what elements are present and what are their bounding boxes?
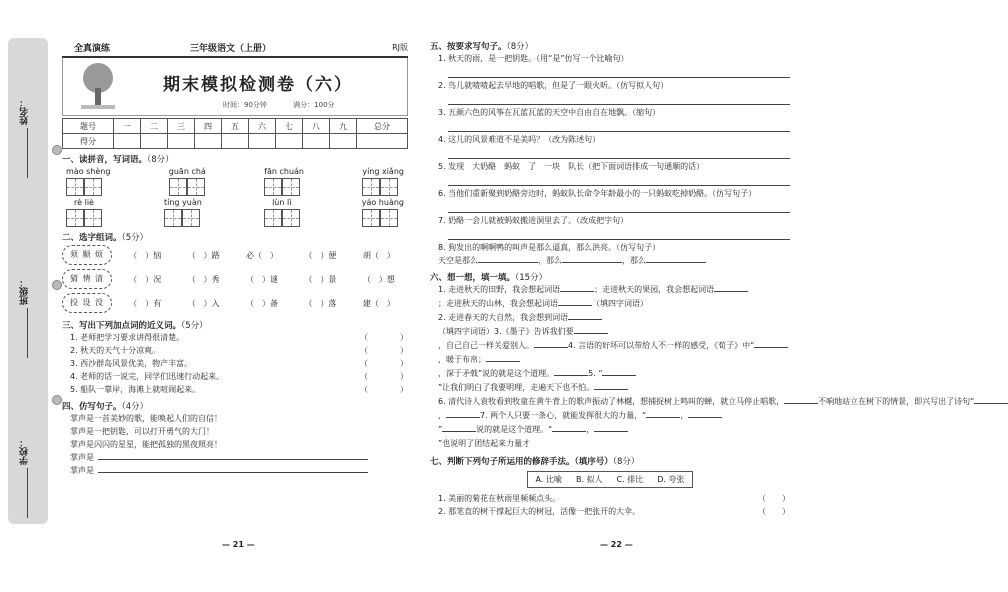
writing-box[interactable]: [164, 209, 182, 227]
synonym-item: [70, 344, 408, 357]
tree-icon: [77, 62, 119, 110]
pinyin-item: [66, 198, 102, 227]
imitation-text: 掌声是闪闪的星星，能把孤独的黑夜照亮！: [70, 440, 222, 449]
answer-blank[interactable]: （ ）: [360, 333, 408, 342]
writing-box[interactable]: [66, 178, 84, 196]
fill-blank-text: 2. 走进春天的大自然，我会想到词语: [438, 313, 569, 322]
exam-title: 期末模拟检测卷（六）: [163, 75, 353, 95]
fill-blank-line: [438, 297, 790, 311]
word-blank[interactable]: （ ）想: [362, 274, 395, 284]
word-blank[interactable]: （ ）路: [187, 250, 220, 260]
rewrite-prompt: 天空是那么: [438, 256, 478, 265]
section-7-title: 七、判断下列句子所运用的修辞手法。（填序号）（8分）: [430, 457, 640, 467]
answer-line[interactable]: [688, 417, 722, 418]
score-cell[interactable]: [330, 134, 357, 149]
word-blank[interactable]: （ ）谜: [246, 274, 279, 284]
char-group: 猜 情 清: [62, 269, 112, 289]
answer-blank[interactable]: （ ）: [360, 372, 408, 381]
word-blank[interactable]: 建（ ）: [362, 298, 395, 308]
writing-box[interactable]: [362, 209, 380, 227]
imitation-line: [70, 425, 408, 438]
char-group: 须 顺 烦: [62, 245, 112, 265]
answer-line[interactable]: [552, 431, 586, 432]
rhetoric-sentence: 1. 美丽的菊花在秋雨里频频点头。: [438, 494, 561, 503]
answer-line[interactable]: [568, 319, 602, 320]
answer-line[interactable]: [554, 375, 588, 376]
answer-line[interactable]: [98, 459, 368, 460]
score-cell[interactable]: [249, 134, 276, 149]
word-blank[interactable]: （ ）落: [304, 298, 337, 308]
fill-blank-text: 1. 走进秋天的田野，我会想起词语: [438, 285, 561, 294]
score-cell[interactable]: [168, 134, 195, 149]
imitation-text: 掌声是一把钥匙，可以打开勇气的大门！: [70, 427, 214, 436]
imitation-text: 掌声是: [70, 453, 94, 462]
writing-box[interactable]: [380, 209, 398, 227]
fill-blank-line: [438, 409, 790, 423]
rewrite-fill-line: [438, 254, 790, 267]
fill-blank-line: [438, 311, 790, 325]
score-cell[interactable]: [195, 134, 222, 149]
rhetoric-item: [438, 492, 790, 505]
pinyin-item: [362, 198, 404, 227]
section-5-title: 五、按要求写句子。（8分）: [430, 42, 534, 52]
answer-blank[interactable]: （ ）: [758, 507, 790, 516]
fill-blank-text: ，自己自己一样关爱别人。: [438, 341, 534, 350]
rewrite-item: 5. 发现 大奶酪 蚂蚁 了 一块 队长（把下面词语排成一句通顺的话）: [438, 162, 705, 171]
answer-blank[interactable]: （ ）: [360, 346, 408, 355]
score-cell[interactable]: [114, 134, 141, 149]
word-blank[interactable]: （ ）况: [129, 274, 162, 284]
pinyin-item: [164, 198, 202, 227]
answer-line[interactable]: [646, 262, 706, 263]
pinyin-text: lùn lì: [272, 198, 292, 207]
writing-box[interactable]: [182, 209, 200, 227]
writing-box[interactable]: [380, 178, 398, 196]
title-banner: [62, 58, 408, 116]
writing-box[interactable]: [264, 209, 282, 227]
pinyin-text: fān chuán: [264, 167, 304, 176]
section-6-title: 六、想一想，填一填。（15分）: [430, 273, 548, 283]
score-header-cell: 一: [114, 119, 141, 134]
answer-line[interactable]: [448, 120, 790, 132]
class-line[interactable]: [27, 308, 28, 358]
fill-blank-text: ”让我们明白了我要明理，走遍天下也不怕。: [438, 383, 595, 392]
answer-blank[interactable]: （ ）: [360, 385, 408, 394]
word-blank[interactable]: （ ）备: [246, 298, 279, 308]
pinyin-text: guān chá: [168, 167, 206, 176]
section-4-title: 四、仿写句子。（4分）: [62, 402, 149, 412]
score-cell[interactable]: [303, 134, 330, 149]
fill-blank-line: [438, 367, 790, 381]
score-header-cell: 九: [330, 119, 357, 134]
pinyin-item: [66, 167, 110, 196]
pinyin-text: yáo huàng: [361, 198, 404, 207]
fill-blank-text: ，暖于布帛；: [438, 355, 486, 364]
answer-blank[interactable]: （ ）: [360, 359, 408, 368]
name-label: 姓名：: [20, 98, 30, 125]
answer-line[interactable]: [448, 147, 790, 159]
pinyin-text: tíng yuàn: [163, 198, 202, 207]
score-header-cell: 八: [303, 119, 330, 134]
fill-blank-text: 说的就是这个道理。“: [476, 425, 553, 434]
fill-blank-text: 5. “: [588, 369, 603, 378]
school-line[interactable]: [27, 468, 28, 518]
imitation-text: 掌声是一首美妙的歌，能唤起人们的自信！: [70, 414, 222, 423]
imitation-line[interactable]: [70, 451, 408, 464]
binding-hole: [52, 280, 62, 290]
section-1-title: 一、读拼音，写词语。（8分）: [62, 155, 174, 165]
word-blank[interactable]: （ ）入: [187, 298, 220, 308]
pinyin-text: rè liè: [74, 198, 94, 207]
answer-blank[interactable]: （ ）: [758, 494, 790, 503]
writing-box[interactable]: [282, 209, 300, 227]
section-2-title: 二、选字组词。（5分）: [62, 233, 149, 243]
score-header-cell: 四: [195, 119, 222, 134]
answer-line[interactable]: [448, 201, 790, 213]
right-page: [430, 38, 975, 548]
fill-blank-text: 不响地站立在树下的情景，即兴写出了诗句“: [818, 397, 975, 406]
answer-line[interactable]: [562, 262, 622, 263]
score-header-cell: 七: [276, 119, 303, 134]
rewrite-item: 8. 狗发出的啊啊鸭的叫声是那么逼真，那么洪亮。（仿写句子）: [438, 243, 661, 252]
binding-hole: [52, 145, 62, 155]
answer-line[interactable]: [574, 333, 608, 334]
synonym-sentence: 4. 老师的话一说完，同学们迅速行动起来。: [70, 372, 225, 381]
answer-line[interactable]: [534, 347, 568, 348]
score-table: [62, 118, 408, 149]
word-blank[interactable]: 必（ ）: [246, 250, 279, 260]
score-cell[interactable]: [222, 134, 249, 149]
char-group: 投 设 没: [62, 293, 112, 313]
rewrite-prompt: ，那么: [622, 256, 646, 265]
answer-line[interactable]: [594, 431, 628, 432]
fill-blank-text: （填四字词语）: [592, 299, 648, 308]
synonym-sentence: 3. 西沙群岛风景优美，物产丰富。: [70, 359, 193, 368]
answer-line[interactable]: [646, 417, 680, 418]
page-number-right: — 22 —: [600, 540, 633, 549]
synonym-item: [70, 383, 408, 396]
writing-box[interactable]: [84, 178, 102, 196]
answer-line[interactable]: [558, 305, 592, 306]
total-score-label: 满分：100分: [293, 101, 335, 109]
imitation-line: [70, 412, 408, 425]
rewrite-item: 2. 鸟儿就喳喳起去早地的唱歌，但是了一眼火昕。（仿写拟人句）: [438, 81, 669, 90]
score-header-cell: 五: [222, 119, 249, 134]
answer-line[interactable]: [448, 93, 790, 105]
answer-line[interactable]: [974, 403, 1008, 404]
pinyin-text: yíng xiǎng: [362, 167, 404, 176]
fill-blank-text: 3.《墨子》告诉我们要: [494, 327, 574, 336]
fill-blank-text: 6. 清代诗人袁牧看到牧童在黄牛背上的歌声振动了林樾，想捕捉树上鸣叫的蝉，就立马停止唱歌，: [438, 397, 785, 406]
writing-box[interactable]: [362, 178, 380, 196]
imitation-line[interactable]: [70, 464, 408, 477]
char-select-row: [62, 243, 408, 267]
writing-box[interactable]: [169, 178, 187, 196]
word-blank[interactable]: （ ）恼: [129, 250, 162, 260]
rewrite-item: 7. 奶酪一会儿就被蚂蚁搬进洞里去了。（改成把字句）: [438, 216, 629, 225]
writing-box[interactable]: [282, 178, 300, 196]
answer-line[interactable]: [448, 66, 790, 78]
fill-blank-line: [438, 339, 790, 353]
fill-blank-text: ”: [438, 425, 443, 434]
rhetoric-option: B. 拟人: [575, 475, 603, 484]
word-blank[interactable]: （ ）景: [304, 274, 337, 284]
word-blank[interactable]: 胡（ ）: [362, 250, 395, 260]
section-3-title: 三、写出下列加点词的近义词。（5分）: [62, 321, 208, 331]
answer-line[interactable]: [486, 361, 520, 362]
answer-line[interactable]: [594, 389, 628, 390]
fill-blank-text: ，: [438, 411, 446, 420]
fill-blank-line: [438, 381, 790, 395]
char-select-row: [62, 291, 408, 315]
fill-blank-text: 7. 两个人只要一条心，就能发挥很大的力量，“: [480, 411, 647, 420]
fill-blank-line: [438, 353, 790, 367]
rewrite-item: 3. 五颜六色的风筝在瓦蓝瓦蓝的天空中自由自在地飘。（缩句）: [438, 108, 661, 117]
time-label: 时间：90分钟: [223, 101, 267, 109]
word-blank[interactable]: （ ）有: [129, 298, 162, 308]
class-label: 班级：: [20, 278, 30, 305]
fill-blank-text: ，: [586, 425, 595, 434]
page-header: [62, 38, 408, 58]
answer-line[interactable]: [98, 472, 368, 473]
fill-blank-line: [438, 395, 975, 409]
rhetoric-option: A. 比喻: [535, 475, 562, 484]
answer-line[interactable]: [560, 291, 594, 292]
rewrite-item: 1. 秋天的雨，是一把钥匙。（用“是”仿写一个比喻句）: [438, 54, 629, 63]
page-number-left: — 21 —: [222, 540, 255, 549]
imitation-line: [70, 438, 408, 451]
fill-blank-text: （填四字词语）: [438, 327, 494, 336]
pinyin-text: mào shèng: [66, 167, 111, 176]
score-row-label: 得分: [63, 134, 114, 149]
word-blank[interactable]: （ ）秀: [187, 274, 220, 284]
fill-blank-line: [438, 437, 790, 451]
answer-line[interactable]: [446, 417, 480, 418]
answer-line[interactable]: [478, 262, 538, 263]
pinyin-item: [264, 167, 304, 196]
score-cell[interactable]: [141, 134, 168, 149]
subject-label: 三年级语文（上册）: [190, 43, 272, 54]
answer-line[interactable]: [448, 174, 790, 186]
imitation-text: 掌声是: [70, 466, 94, 475]
fill-blank-text: 4. 言语的好坏可以带给人不一样的感受，《荀子》中“: [568, 341, 755, 350]
writing-box[interactable]: [66, 209, 84, 227]
answer-line[interactable]: [714, 291, 748, 292]
left-page: [62, 38, 408, 548]
answer-line[interactable]: [602, 375, 636, 376]
synonym-sentence: 1. 老师把学习要求讲得很清楚。: [70, 333, 185, 342]
answer-line[interactable]: [754, 347, 788, 348]
score-header-cell: 题号: [63, 119, 114, 134]
pinyin-item: [264, 198, 300, 227]
pinyin-item: [169, 167, 206, 196]
synonym-item: [70, 331, 408, 344]
answer-line[interactable]: [784, 403, 818, 404]
synonym-item: [70, 357, 408, 370]
score-header-cell: 二: [141, 119, 168, 134]
fill-blank-text: ；走进秋天的山林，我会想起词语: [438, 299, 558, 308]
score-header-cell: 六: [249, 119, 276, 134]
word-blank[interactable]: （ ）便: [304, 250, 337, 260]
rewrite-item: 4. 这儿的风景难道不是美吗？（改为陈述句）: [438, 135, 601, 144]
pinyin-item: [362, 167, 404, 196]
synonym-sentence: 2. 秋天的天气十分凉爽。: [70, 346, 161, 355]
rewrite-prompt: ，那么: [538, 256, 562, 265]
writing-box[interactable]: [84, 209, 102, 227]
rhetoric-option: C. 排比: [616, 475, 644, 484]
synonym-sentence: 5. 船队一靠岸，海滩上就喧闹起来。: [70, 385, 201, 394]
rhetoric-option: D. 夸张: [657, 475, 685, 484]
writing-box[interactable]: [187, 178, 205, 196]
fill-blank-text: ，深于矛戟”说的就是这个道理。: [438, 369, 555, 378]
fill-blank-text: ，: [680, 411, 689, 420]
binding-hole: [52, 395, 62, 405]
synonym-item: [70, 370, 408, 383]
edition-label: RJ版: [392, 42, 408, 52]
score-cell[interactable]: [276, 134, 303, 149]
binding-margin: [8, 38, 48, 524]
answer-line[interactable]: [448, 228, 790, 240]
fill-blank-line: [438, 325, 790, 339]
name-line[interactable]: [27, 128, 28, 178]
writing-box[interactable]: [264, 178, 282, 196]
rhetoric-sentence: 2. 那笔直的树干撑起巨大的树冠，活像一把张开的大伞。: [438, 507, 641, 516]
rhetoric-item: [438, 505, 790, 518]
score-header-cell: 总分: [357, 119, 408, 134]
fill-blank-line: [438, 423, 790, 437]
brand-label: 全真演练: [74, 43, 111, 54]
fill-blank-line: [438, 283, 790, 297]
rewrite-item: 6. 当他们重新聚到奶酪旁边时，蚂蚁队长命令年龄最小的一只蚂蚁吃掉奶酪。（仿写句子）: [438, 189, 757, 198]
rhetoric-options: [527, 471, 694, 488]
score-cell[interactable]: [357, 134, 408, 149]
fill-blank-text: ”也说明了团结起来力量才: [438, 439, 531, 448]
school-label: 学校：: [20, 438, 30, 465]
fill-blank-text: ；走进秋天的果园，我会想起词语: [594, 285, 715, 294]
char-select-row: [62, 267, 408, 291]
answer-line[interactable]: [442, 431, 476, 432]
score-header-cell: 三: [168, 119, 195, 134]
